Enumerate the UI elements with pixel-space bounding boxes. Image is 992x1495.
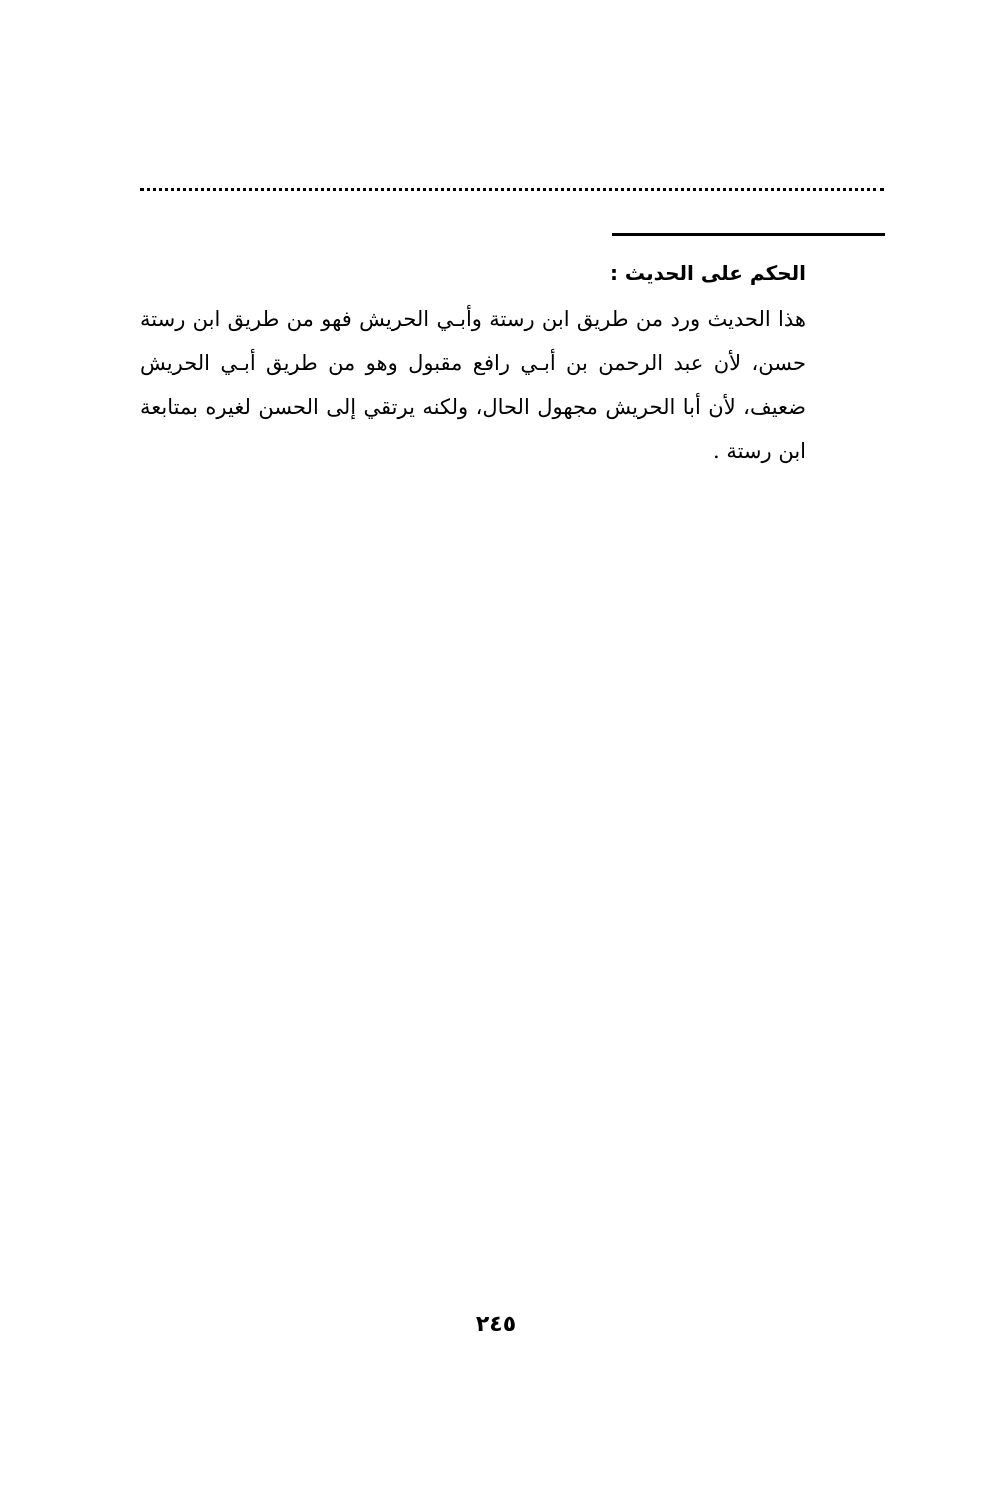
- section-paragraph: هذا الحديث ورد من طريق ابن رستة وأبـي الحريش فهو من طريق ابن رستة حسن، لأن عبد الرحمن بن أبـي رافع مقبول وهو من طريق أبـي الحريش ضعيف، لأن أبا الحريش مجهول الحال، ولكنه يرتقي إلى الحسن لغيره بمتابعة ابن رستة .: [140, 307, 806, 463]
- footnote-rule: [612, 233, 885, 236]
- section-heading: الحكم على الحديث :: [609, 261, 806, 285]
- dotted-separator: [140, 188, 884, 191]
- ruling-section: [140, 255, 806, 473]
- page-number: ٢٤٥: [475, 1312, 517, 1337]
